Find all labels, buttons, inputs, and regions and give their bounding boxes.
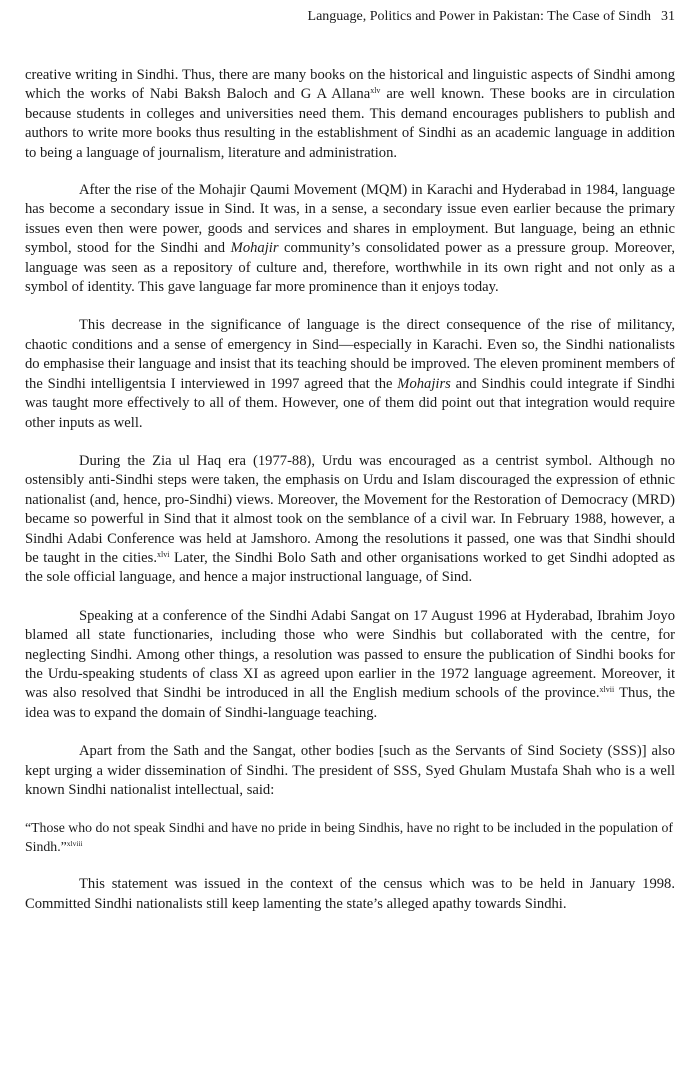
block-quote-text: “Those who do not speak Sindhi and have no pride in being Sindhis, have no right to be included in the population of Sindh.” [25, 820, 673, 854]
paragraph-7 [25, 875, 675, 914]
paragraph-2-emphasis: Mohajir [230, 240, 279, 257]
paragraph-2-text-b: community’s consolidated power as a pressure group. Moreover, language was seen as a repository of culture and, therefore, worthwhile in its own right and not only as a symbol of identity. This gave language far more prominence than it enjoys today. [25, 240, 675, 296]
paragraph-1 [25, 66, 675, 163]
footnote-ref-xlvi[interactable]: xlvi [157, 549, 170, 559]
running-header [25, 8, 675, 26]
paragraph-5 [25, 607, 675, 723]
block-quote [25, 819, 675, 856]
paragraph-2-text-a: After the rise of the Mohajir Qaumi Movement (MQM) in Karachi and Hyderabad in 1984, language has become a secondary issue in Sind. It was, in a sense, a secondary issue even earlier because the primary issues even then were power, goods and services and shares in employment. But language, being an ethnic symbol, stood for the Sindhi and [25, 182, 675, 257]
paragraph-5-text-a: Speaking at a conference of the Sindhi Adabi Sangat on 17 August 1996 at Hyderabad, Ibrahim Joyo blamed all state functionaries, including those who were Sindhis but collaborated with the centre, for neglecting Sindhi. Among other things, a resolution was passed to ensure the publication of Sindhi books for the Urdu-speaking students of class XI as agreed upon earlier in the 1972 language agreement. Moreover, it was also resolved that Sindhi be introduced in all the English medium schools of the province. [25, 607, 675, 702]
footnote-ref-xlvii[interactable]: xlvii [599, 685, 615, 695]
page-number: 31 [661, 9, 675, 24]
paragraph-1-text-a: creative writing in Sindhi. Thus, there are many books on the historical and linguistic aspects of Sindhi among which the works of Nabi Baksh Baloch and G A Allana [25, 67, 675, 103]
paragraph-5-text-b: Thus, the idea was to expand the domain of Sindhi-language teaching. [25, 685, 675, 721]
paragraph-4-text-b: Later, the Sindhi Bolo Sath and other organisations worked to get Sindhi adopted as the sole official language, and hence a major instructional language, of Sind. [25, 549, 675, 586]
paragraph-3-emphasis: Mohajirs [397, 375, 451, 392]
running-title: Language, Politics and Power in Pakistan: The Case of Sindh [307, 9, 651, 24]
footnote-ref-xlviii[interactable]: xlviii [66, 838, 83, 848]
paragraph-6 [25, 742, 675, 800]
paragraph-6-text: Apart from the Sath and the Sangat, other bodies [such as the Servants of Sind Society (SSS)] also kept urging a wider dissemination of Sindhi. The president of SSS, Syed Ghulam Mustafa Shah who is a well known Sindhi nationalist intellectual, said: [25, 743, 675, 798]
paragraph-3 [25, 316, 675, 432]
paragraph-7-text: This statement was issued in the context of the census which was to be held in January 1998. Committed Sindhi nationalists still keep lamenting the state’s alleged apathy towards Sindhi. [25, 876, 675, 912]
footnote-ref-xlv[interactable]: xlv [370, 86, 381, 96]
paragraph-3-text-b: and Sindhis could integrate if Sindhi was taught more effectively to all of them. However, one of them did point out that integration would require other inputs as well. [25, 375, 676, 431]
paragraph-4 [25, 452, 675, 588]
body-text [25, 66, 675, 933]
paragraph-2 [25, 181, 675, 297]
paragraph-1-text-b: are well known. These books are in circulation because students in colleges and universities need them. This demand encourages publishers to publish and authors to write more books thus resulting in the establishment of Sindhi as an academic language in addition to being a language of journalism, literature and administration. [25, 86, 675, 161]
paragraph-3-text-a: This decrease in the significance of language is the direct consequence of the rise of militancy, chaotic conditions and a sense of emergency in Sind—especially in Karachi. Even so, the Sindhi nationalists do emphasise their language and insist that its teaching should be improved. The eleven prominent members of the Sindhi intelligentsia I interviewed in 1997 agreed that the [25, 317, 675, 392]
paragraph-4-text-a: During the Zia ul Haq era (1977-88), Urdu was encouraged as a centrist symbol. Although no ostensibly anti-Sindhi steps were taken, the emphasis on Urdu and Islam discouraged the expression of ethnic nationalist (and, hence, pro-Sindhi) views. Moreover, the Movement for the Restoration of Democracy (MRD) became so powerful in Sind that it almost took on the semblance of a civil war. In February 1988, however, a Sindhi Adabi Conference was held at Jamshoro. Among the resolutions it passed, one was that Sindhi should be taught in the cities. [25, 452, 675, 566]
